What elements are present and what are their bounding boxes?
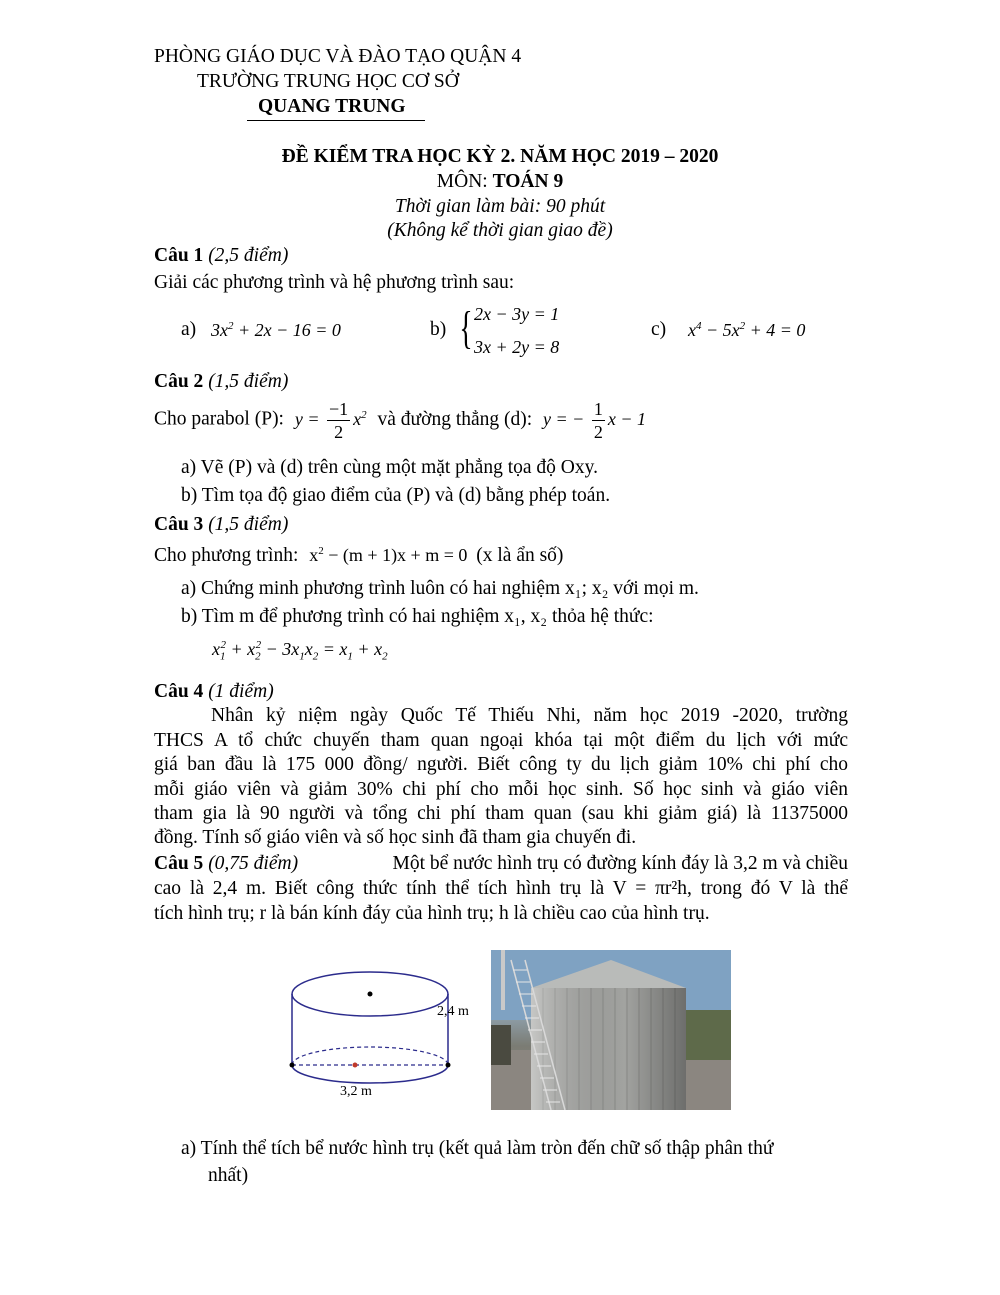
- q1-points: (2,5 điểm): [208, 245, 289, 266]
- q2-line-label: và đường thẳng (d):: [377, 408, 533, 430]
- q2-part-b: b) Tìm tọa độ giao điểm của (P) và (d) bằng phép toán.: [181, 485, 611, 506]
- q5-label: Câu 5: [154, 853, 204, 874]
- q1-b-equation-2: 3x + 2y = 8: [474, 337, 560, 357]
- q3-label: Câu 3: [154, 514, 204, 535]
- q1-label: Câu 1: [154, 245, 204, 266]
- q4-line-5: tham gia là 90 người và tổng chi phí tham quan (sau khi giảm giá) là 11375000: [154, 803, 848, 824]
- q4-line-3: giá ban đầu là 175 000 đồng/ người. Biết công ty du lịch giảm 10% chi phí cho: [154, 754, 848, 775]
- left-point: [290, 1063, 295, 1068]
- parabola-equation: y = $\frac{-1}{2}$ $x^2$: [294, 399, 367, 442]
- q2-heading: [154, 371, 288, 393]
- cylinder-diagram: [270, 960, 485, 1105]
- q2-parabol-label: Cho parabol (P):: [154, 408, 284, 430]
- department-name: PHÒNG GIÁO DỤC VÀ ĐÀO TẠO QUẬN 4: [154, 46, 522, 67]
- q1-b-equation-1: 2x − 3y = 1: [474, 304, 560, 324]
- q3-points: (1,5 điểm): [208, 514, 289, 535]
- q3-intro: [154, 545, 563, 567]
- q5-line-1-text: Một bể nước hình trụ có đường kính đáy là 3,2 m và chiều: [392, 853, 848, 874]
- diameter-label: 3,2 m: [340, 1084, 372, 1099]
- exam-title: ĐỀ KIỂM TRA HỌC KỲ 2. NĂM HỌC 2019 – 2020: [281, 146, 719, 167]
- center-point: [353, 1063, 358, 1068]
- q4-label: Câu 4: [154, 681, 204, 702]
- school-underline: [247, 120, 425, 121]
- q4-points: (1 điểm): [208, 681, 274, 702]
- q3-intro-note: (x là ẩn số): [476, 545, 564, 566]
- q1-heading: [154, 245, 288, 267]
- q1-a-label: a): [181, 319, 197, 340]
- school-name: QUANG TRUNG: [258, 96, 406, 117]
- q4-line-6: đồng. Tính số giáo viên và số học sinh đã tham gia chuyến đi.: [154, 827, 637, 848]
- q4-heading: [154, 681, 274, 703]
- q5-points: (0,75 điểm): [208, 853, 299, 874]
- q2-points: (1,5 điểm): [208, 371, 289, 392]
- q1-c-equation: $x^4 - 5x^2 + 4 = 0$: [688, 320, 806, 340]
- exam-time: Thời gian làm bài: 90 phút: [394, 196, 606, 217]
- q5-line-3: tích hình trụ; r là bán kính đáy của hình trụ; h là chiều cao của hình trụ.: [154, 903, 710, 924]
- q1-b-label: b): [430, 319, 447, 340]
- q5-part-a-line-2: nhất): [208, 1165, 249, 1186]
- right-point: [446, 1063, 451, 1068]
- q4-line-2: THCS A tổ chức chuyến tham quan ngoại khóa tại một điểm du lịch với mức: [154, 730, 848, 751]
- q1-a-equation: $3x^2 + 2x - 16 = 0$: [211, 320, 341, 340]
- q1-c-label: c): [651, 319, 667, 340]
- q2-label: Câu 2: [154, 371, 204, 392]
- q3-condition: $x_1^2 + x_2^2 - 3x_1x_2 = x_1 + x_2$: [212, 639, 388, 663]
- subject-name: TOÁN 9: [492, 171, 564, 192]
- q3-intro-text: Cho phương trình:: [154, 545, 299, 566]
- water-tank-photo: [491, 950, 731, 1110]
- subject-label: MÔN:: [436, 171, 488, 192]
- cylinder-bottom-front: [292, 1065, 448, 1083]
- q4-line-1: Nhân kỷ niệm ngày Quốc Tế Thiếu Nhi, năm học 2019 -2020, trường: [211, 705, 848, 726]
- system-brace: {: [459, 302, 473, 353]
- water-tank-illustration: [491, 950, 731, 1110]
- q1-intro: Giải các phương trình và hệ phương trình sau:: [154, 272, 515, 293]
- cylinder-bottom-back: [292, 1047, 448, 1065]
- q5-line-2: cao là 2,4 m. Biết công thức tính thể tích hình trụ là V = πr²h, trong đó V là thể: [154, 878, 848, 899]
- height-label: 2,4 m: [437, 1004, 469, 1019]
- q4-line-4: mỗi giáo viên và giảm 30% chi phí cho mỗi học sinh. Số học sinh và giáo viên: [154, 779, 848, 800]
- q3-equation: $x^2 - (m + 1)x + m = 0$: [309, 545, 468, 565]
- q3-part-b: b) Tìm m để phương trình có hai nghiệm x₁, x₂ thỏa hệ thức:: [181, 606, 654, 627]
- q5-line-1: [154, 853, 848, 875]
- exam-subject: [0, 171, 1000, 193]
- school-line: TRƯỜNG TRUNG HỌC CƠ SỞ: [197, 71, 459, 92]
- top-point: [368, 992, 373, 997]
- line-equation: y = − $\frac{1}{2}$ x − 1: [543, 399, 646, 442]
- q5-part-a-line-1: a) Tính thể tích bể nước hình trụ (kết quả làm tròn đến chữ số thập phân thứ: [181, 1138, 774, 1159]
- q2-part-a: a) Vẽ (P) và (d) trên cùng một mặt phẳng tọa độ Oxy.: [181, 457, 598, 478]
- q3-part-a: a) Chứng minh phương trình luôn có hai nghiệm x₁; x₂ với mọi m.: [181, 578, 699, 599]
- q2-intro: [154, 398, 646, 443]
- exam-note: (Không kể thời gian giao đề): [387, 220, 613, 241]
- q3-heading: [154, 514, 288, 536]
